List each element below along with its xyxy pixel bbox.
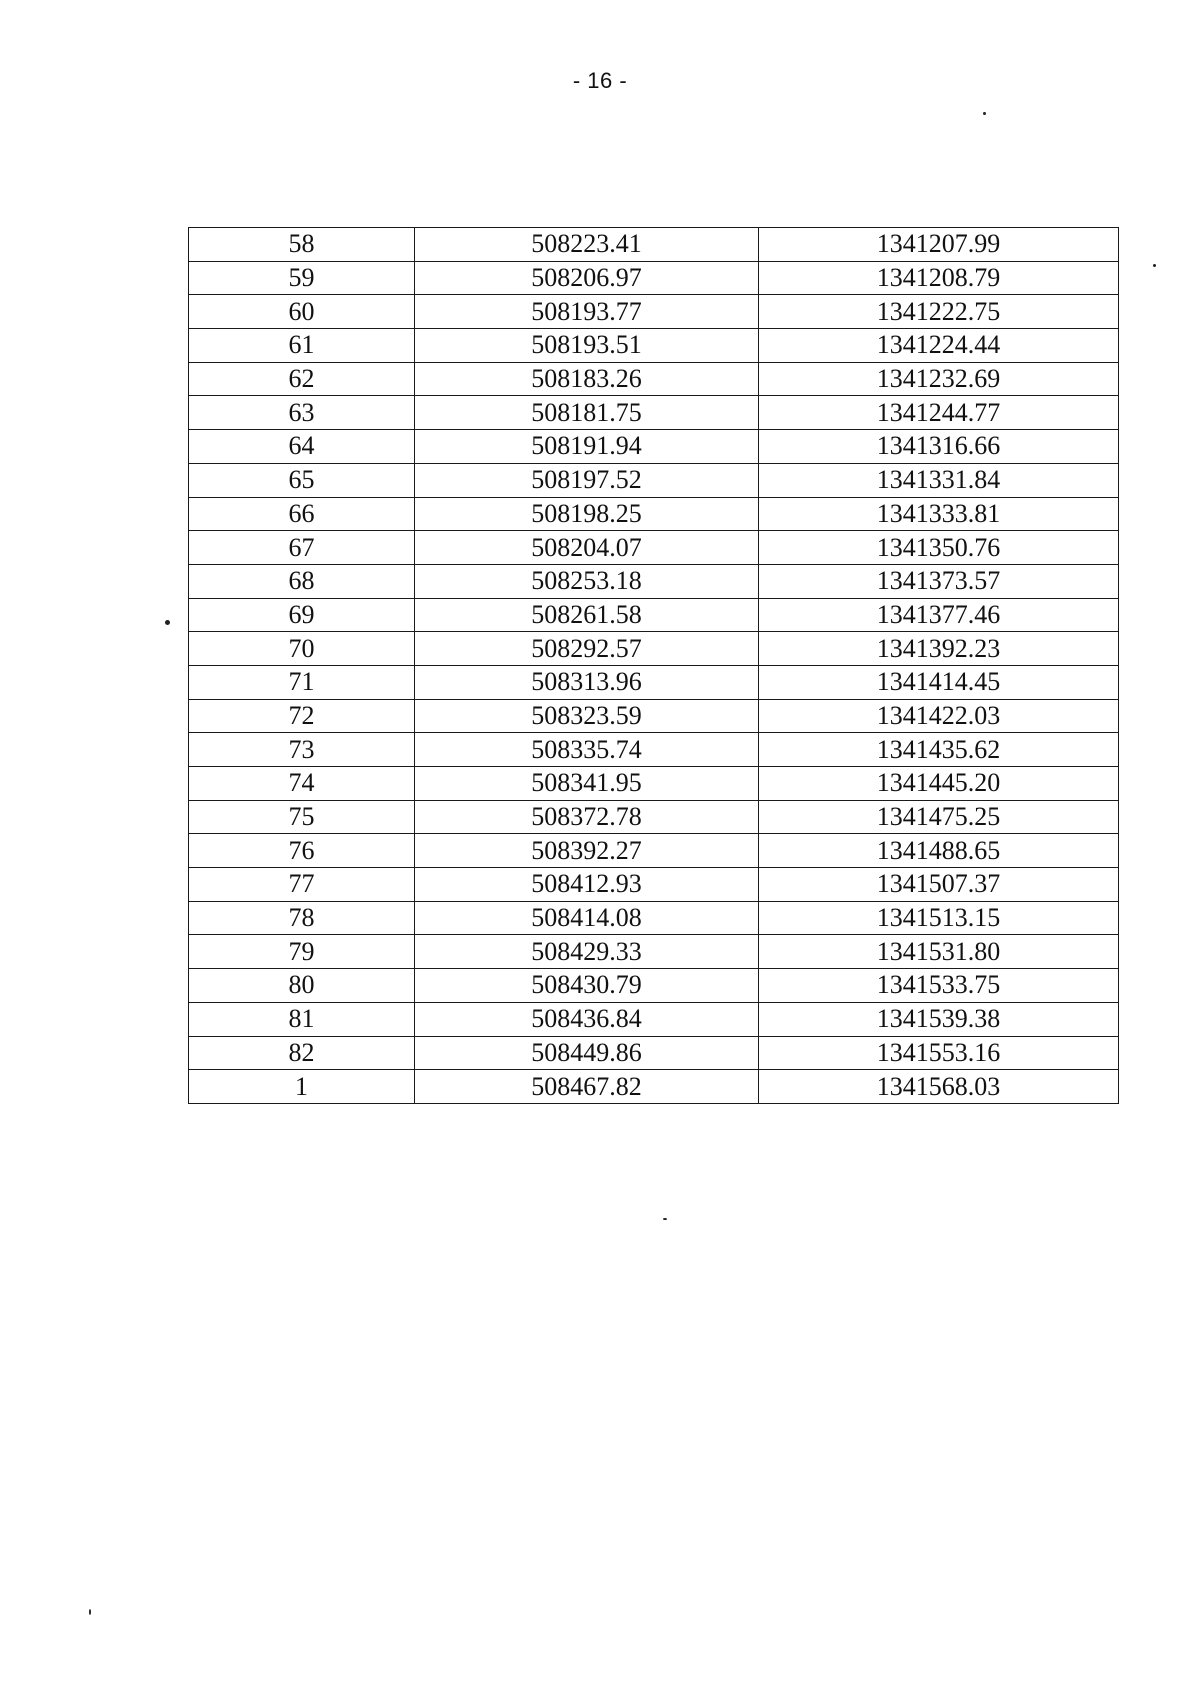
y-coordinate-cell: 1341507.37 xyxy=(759,868,1119,902)
y-coordinate-cell: 1341316.66 xyxy=(759,430,1119,464)
point-number-cell: 77 xyxy=(189,868,415,902)
y-coordinate-cell: 1341531.80 xyxy=(759,935,1119,969)
x-coordinate-cell: 508181.75 xyxy=(415,396,759,430)
y-coordinate-cell: 1341414.45 xyxy=(759,665,1119,699)
y-coordinate-cell: 1341445.20 xyxy=(759,767,1119,801)
point-number-cell: 70 xyxy=(189,632,415,666)
x-coordinate-cell: 508204.07 xyxy=(415,531,759,565)
table-row xyxy=(189,834,1119,868)
point-number-cell: 75 xyxy=(189,800,415,834)
x-coordinate-cell: 508223.41 xyxy=(415,228,759,262)
y-coordinate-cell: 1341331.84 xyxy=(759,463,1119,497)
table-row xyxy=(189,295,1119,329)
x-coordinate-cell: 508253.18 xyxy=(415,564,759,598)
y-coordinate-cell: 1341232.69 xyxy=(759,362,1119,396)
table-row xyxy=(189,1036,1119,1070)
y-coordinate-cell: 1341377.46 xyxy=(759,598,1119,632)
point-number-cell: 73 xyxy=(189,733,415,767)
y-coordinate-cell: 1341435.62 xyxy=(759,733,1119,767)
x-coordinate-cell: 508429.33 xyxy=(415,935,759,969)
point-number-cell: 59 xyxy=(189,261,415,295)
coordinates-table-body xyxy=(189,228,1119,1104)
point-number-cell: 62 xyxy=(189,362,415,396)
x-coordinate-cell: 508183.26 xyxy=(415,362,759,396)
y-coordinate-cell: 1341488.65 xyxy=(759,834,1119,868)
scan-speck xyxy=(1153,264,1156,267)
x-coordinate-cell: 508467.82 xyxy=(415,1070,759,1104)
page-number: - 16 - xyxy=(572,68,628,93)
point-number-cell: 60 xyxy=(189,295,415,329)
point-number-cell: 78 xyxy=(189,901,415,935)
y-coordinate-cell: 1341208.79 xyxy=(759,261,1119,295)
x-coordinate-cell: 508335.74 xyxy=(415,733,759,767)
point-number-cell: 82 xyxy=(189,1036,415,1070)
point-number-cell: 63 xyxy=(189,396,415,430)
scan-speck xyxy=(89,1609,91,1615)
x-coordinate-cell: 508372.78 xyxy=(415,800,759,834)
y-coordinate-cell: 1341222.75 xyxy=(759,295,1119,329)
x-coordinate-cell: 508341.95 xyxy=(415,767,759,801)
point-number-cell: 58 xyxy=(189,228,415,262)
table-row xyxy=(189,868,1119,902)
point-number-cell: 72 xyxy=(189,699,415,733)
point-number-cell: 64 xyxy=(189,430,415,464)
table-row xyxy=(189,969,1119,1003)
table-row xyxy=(189,564,1119,598)
x-coordinate-cell: 508193.77 xyxy=(415,295,759,329)
y-coordinate-cell: 1341244.77 xyxy=(759,396,1119,430)
table-row xyxy=(189,1070,1119,1104)
table-row xyxy=(189,430,1119,464)
table-row xyxy=(189,800,1119,834)
x-coordinate-cell: 508323.59 xyxy=(415,699,759,733)
point-number-cell: 80 xyxy=(189,969,415,1003)
x-coordinate-cell: 508206.97 xyxy=(415,261,759,295)
point-number-cell: 79 xyxy=(189,935,415,969)
table-row xyxy=(189,632,1119,666)
y-coordinate-cell: 1341207.99 xyxy=(759,228,1119,262)
y-coordinate-cell: 1341422.03 xyxy=(759,699,1119,733)
table-row xyxy=(189,362,1119,396)
point-number-cell: 71 xyxy=(189,665,415,699)
x-coordinate-cell: 508191.94 xyxy=(415,430,759,464)
x-coordinate-cell: 508430.79 xyxy=(415,969,759,1003)
coordinates-table xyxy=(188,227,1119,1104)
x-coordinate-cell: 508414.08 xyxy=(415,901,759,935)
point-number-cell: 67 xyxy=(189,531,415,565)
y-coordinate-cell: 1341392.23 xyxy=(759,632,1119,666)
table-row xyxy=(189,665,1119,699)
scan-speck xyxy=(165,620,170,625)
point-number-cell: 66 xyxy=(189,497,415,531)
x-coordinate-cell: 508449.86 xyxy=(415,1036,759,1070)
point-number-cell: 76 xyxy=(189,834,415,868)
table-row xyxy=(189,531,1119,565)
point-number-cell: 1 xyxy=(189,1070,415,1104)
table-row xyxy=(189,598,1119,632)
y-coordinate-cell: 1341533.75 xyxy=(759,969,1119,1003)
point-number-cell: 81 xyxy=(189,1002,415,1036)
x-coordinate-cell: 508197.52 xyxy=(415,463,759,497)
y-coordinate-cell: 1341539.38 xyxy=(759,1002,1119,1036)
point-number-cell: 68 xyxy=(189,564,415,598)
table-row xyxy=(189,699,1119,733)
point-number-cell: 69 xyxy=(189,598,415,632)
x-coordinate-cell: 508392.27 xyxy=(415,834,759,868)
x-coordinate-cell: 508412.93 xyxy=(415,868,759,902)
point-number-cell: 74 xyxy=(189,767,415,801)
x-coordinate-cell: 508198.25 xyxy=(415,497,759,531)
y-coordinate-cell: 1341224.44 xyxy=(759,329,1119,363)
table-row xyxy=(189,261,1119,295)
y-coordinate-cell: 1341553.16 xyxy=(759,1036,1119,1070)
point-number-cell: 61 xyxy=(189,329,415,363)
scan-speck xyxy=(983,112,986,115)
y-coordinate-cell: 1341373.57 xyxy=(759,564,1119,598)
table-row xyxy=(189,228,1119,262)
table-row xyxy=(189,1002,1119,1036)
point-number-cell: 65 xyxy=(189,463,415,497)
table-row xyxy=(189,733,1119,767)
y-coordinate-cell: 1341568.03 xyxy=(759,1070,1119,1104)
table-row xyxy=(189,935,1119,969)
x-coordinate-cell: 508292.57 xyxy=(415,632,759,666)
table-row xyxy=(189,329,1119,363)
x-coordinate-cell: 508313.96 xyxy=(415,665,759,699)
y-coordinate-cell: 1341350.76 xyxy=(759,531,1119,565)
y-coordinate-cell: 1341513.15 xyxy=(759,901,1119,935)
scan-speck xyxy=(663,1218,667,1220)
table-row xyxy=(189,497,1119,531)
table-row xyxy=(189,901,1119,935)
table-row xyxy=(189,463,1119,497)
x-coordinate-cell: 508261.58 xyxy=(415,598,759,632)
table-row xyxy=(189,767,1119,801)
table-row xyxy=(189,396,1119,430)
y-coordinate-cell: 1341475.25 xyxy=(759,800,1119,834)
y-coordinate-cell: 1341333.81 xyxy=(759,497,1119,531)
x-coordinate-cell: 508436.84 xyxy=(415,1002,759,1036)
x-coordinate-cell: 508193.51 xyxy=(415,329,759,363)
